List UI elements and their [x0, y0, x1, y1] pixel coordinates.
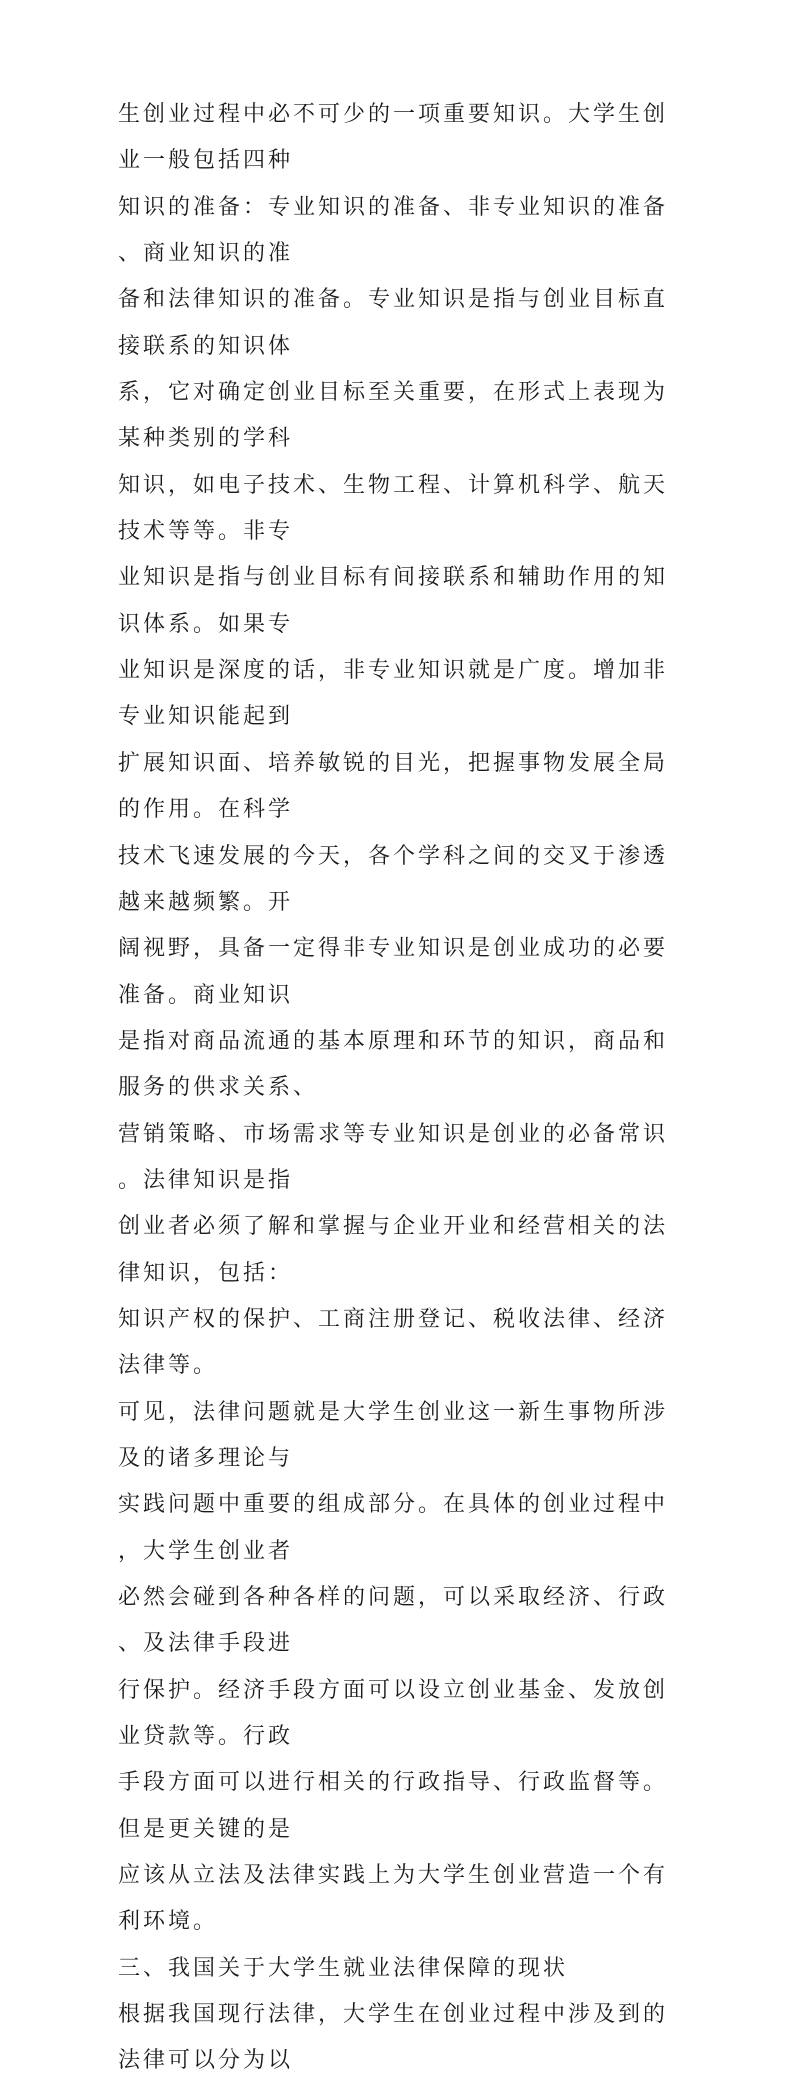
document-body: [118, 92, 674, 2085]
text-line: 是指对商品流通的基本原理和环节的知识，商品和服务的供求关系、: [118, 1028, 669, 1101]
text-line: 技术飞速发展的今天，各个学科之间的交叉于渗透越来越频繁。开: [118, 843, 669, 915]
text-line: 生创业过程中必不可少的一项重要知识。大学生创业一般包括四种: [118, 102, 669, 174]
text-line: 可见，法律问题就是大学生创业这一新生事物所涉及的诸多理论与: [118, 1399, 669, 1471]
text-line: 知识产权的保护、工商注册登记、税收法律、经济法律等。: [118, 1306, 669, 1379]
text-line: 知识，如电子技术、生物工程、计算机科学、航天技术等等。非专: [118, 472, 669, 545]
text-line: 业知识是深度的话，非专业知识就是广度。增加非专业知识能起到: [118, 658, 669, 730]
text-line: 系，它对确定创业目标至关重要，在形式上表现为某种类别的学科: [118, 380, 669, 452]
text-line: 必然会碰到各种各样的问题，可以采取经济、行政、及法律手段进: [118, 1585, 669, 1657]
text-line: 根据我国现行法律，大学生在创业过程中涉及到的法律可以分为以: [118, 2002, 669, 2074]
text-line: 知识的准备：专业知识的准备、非专业知识的准备、商业知识的准: [118, 194, 669, 267]
text-line: 手段方面可以进行相关的行政指导、行政监督等。但是更关键的是: [118, 1770, 669, 1842]
text-line: 应该从立法及法律实践上为大学生创业营造一个有利环境。: [118, 1863, 669, 1935]
text-line: 业知识是指与创业目标有间接联系和辅助作用的知识体系。如果专: [118, 565, 669, 637]
text-line: 实践问题中重要的组成部分。在具体的创业过程中，大学生创业者: [118, 1492, 669, 1564]
text-line: 行保护。经济手段方面可以设立创业基金、发放创业贷款等。行政: [118, 1677, 669, 1750]
text-line: 阔视野，具备一定得非专业知识是创业成功的必要准备。商业知识: [118, 936, 669, 1008]
section-heading: 三、我国关于大学生就业法律保障的现状: [118, 1955, 569, 1981]
text-line: 创业者必须了解和掌握与企业开业和经营相关的法律知识，包括：: [118, 1214, 669, 1286]
text-line: 扩展知识面、培养敏锐的目光，把握事物发展全局的作用。在科学: [118, 750, 669, 823]
text-line: 备和法律知识的准备。专业知识是指与创业目标直接联系的知识体: [118, 287, 669, 359]
text-line: 营销策略、市场需求等专业知识是创业的必备常识。法律知识是指: [118, 1121, 669, 1193]
